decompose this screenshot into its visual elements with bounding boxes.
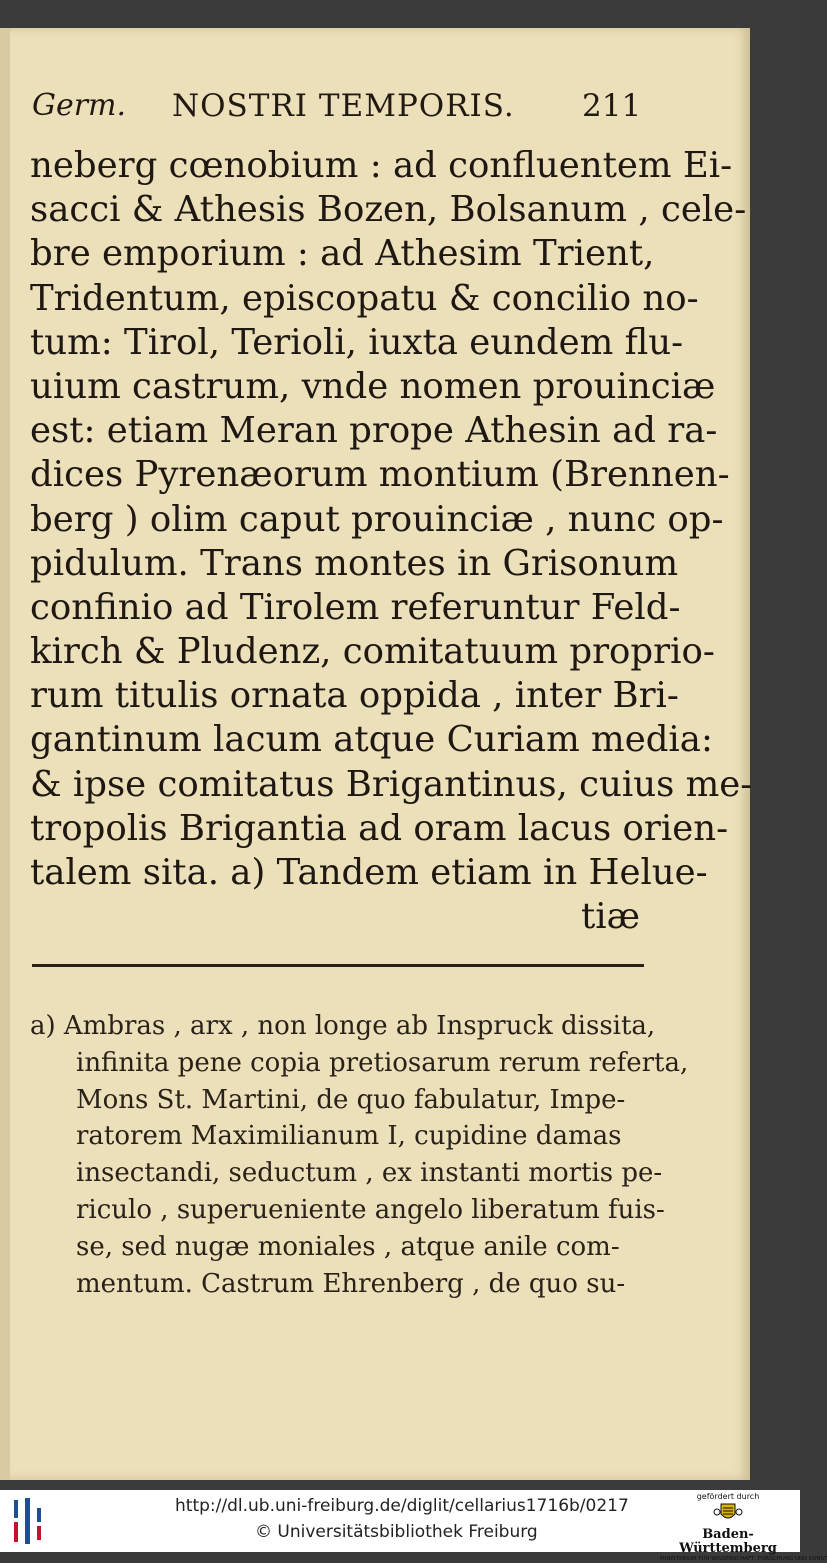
text-line: uium castrum, vnde nomen prouinciæ: [30, 365, 716, 407]
university-library-logo-icon: [10, 1496, 46, 1546]
header-left: Germ.: [32, 88, 127, 123]
sponsor-name: Baden-Württemberg: [679, 1527, 777, 1556]
page-number: 211: [582, 88, 642, 124]
text-line: & ipse comitatus Brigantinus, cuius me-: [30, 763, 753, 805]
text-line: bre emporium : ad Athesim Trient,: [30, 233, 655, 275]
footnote-line: a) Ambras , arx , non longe ab Inspruck dissita,: [30, 1011, 656, 1041]
catchword: tiæ: [581, 896, 640, 938]
sponsor-subtitle: MINISTERIUM FÜR WISSENSCHAFT, FORSCHUNG UND KUNST: [660, 1556, 827, 1562]
text-line: berg ) olim caput prouinciæ , nunc op-: [30, 498, 724, 540]
footnote-line: riculo , superueniente angelo liberatum fuis-: [76, 1194, 665, 1225]
page-gutter: [0, 28, 10, 1480]
text-line: dices Pyrenæorum montium (Brennen-: [30, 454, 730, 496]
text-line: est: etiam Meran prope Athesin ad ra-: [30, 410, 718, 452]
sponsor-caption: gefördert durch: [696, 1492, 760, 1501]
permalink-url[interactable]: http://dl.ub.uni-freiburg.de/diglit/cellarius1716b/0217: [175, 1496, 629, 1516]
footnote-line: infinita pene copia pretiosarum rerum referta,: [76, 1047, 689, 1078]
header-title: NOSTRI TEMPORIS.: [172, 88, 515, 124]
text-line: neberg cœnobium : ad confluentem Ei-: [30, 145, 733, 186]
text-line: tum: Tirol, Terioli, iuxta eundem flu-: [30, 321, 684, 363]
coat-of-arms-icon: [713, 1502, 743, 1524]
footnote: [30, 1008, 689, 1302]
running-header: [0, 88, 750, 128]
footnote-rule: [32, 964, 644, 967]
footnote-line: mentum. Castrum Ehrenberg , de quo su-: [76, 1268, 626, 1299]
footnote-line: Mons St. Martini, de quo fabulatur, Impe-: [76, 1084, 626, 1115]
sponsor-logo: [660, 1492, 827, 1562]
text-line: gantinum lacum atque Curiam media:: [30, 719, 713, 761]
text-line: kirch & Pludenz, comitatuum proprio-: [30, 631, 715, 673]
text-line: tropolis Brigantia ad oram lacus orien-: [30, 807, 729, 849]
footnote-line: insectandi, seductum , ex instanti mortis pe-: [76, 1158, 663, 1189]
main-text: [30, 144, 753, 939]
book-page: [0, 28, 753, 1480]
text-line: confinio ad Tirolem referuntur Feld-: [30, 586, 681, 628]
text-line: talem sita. a) Tandem etiam in Helue-: [30, 852, 708, 893]
footnote-line: ratorem Maximilianum I, cupidine damas: [76, 1121, 622, 1152]
text-line: Tridentum, episcopatu & concilio no-: [30, 277, 699, 319]
footnote-line: se, sed nugæ moniales , atque anile com-: [76, 1231, 620, 1262]
text-line: sacci & Athesis Bozen, Bolsanum , cele-: [30, 189, 747, 231]
copyright-text: © Universitätsbibliothek Freiburg: [255, 1522, 538, 1542]
text-line: pidulum. Trans montes in Grisonum: [30, 542, 679, 584]
text-line: rum titulis ornata oppida , inter Bri-: [30, 675, 679, 717]
viewer-footer-bar: [0, 1490, 827, 1562]
